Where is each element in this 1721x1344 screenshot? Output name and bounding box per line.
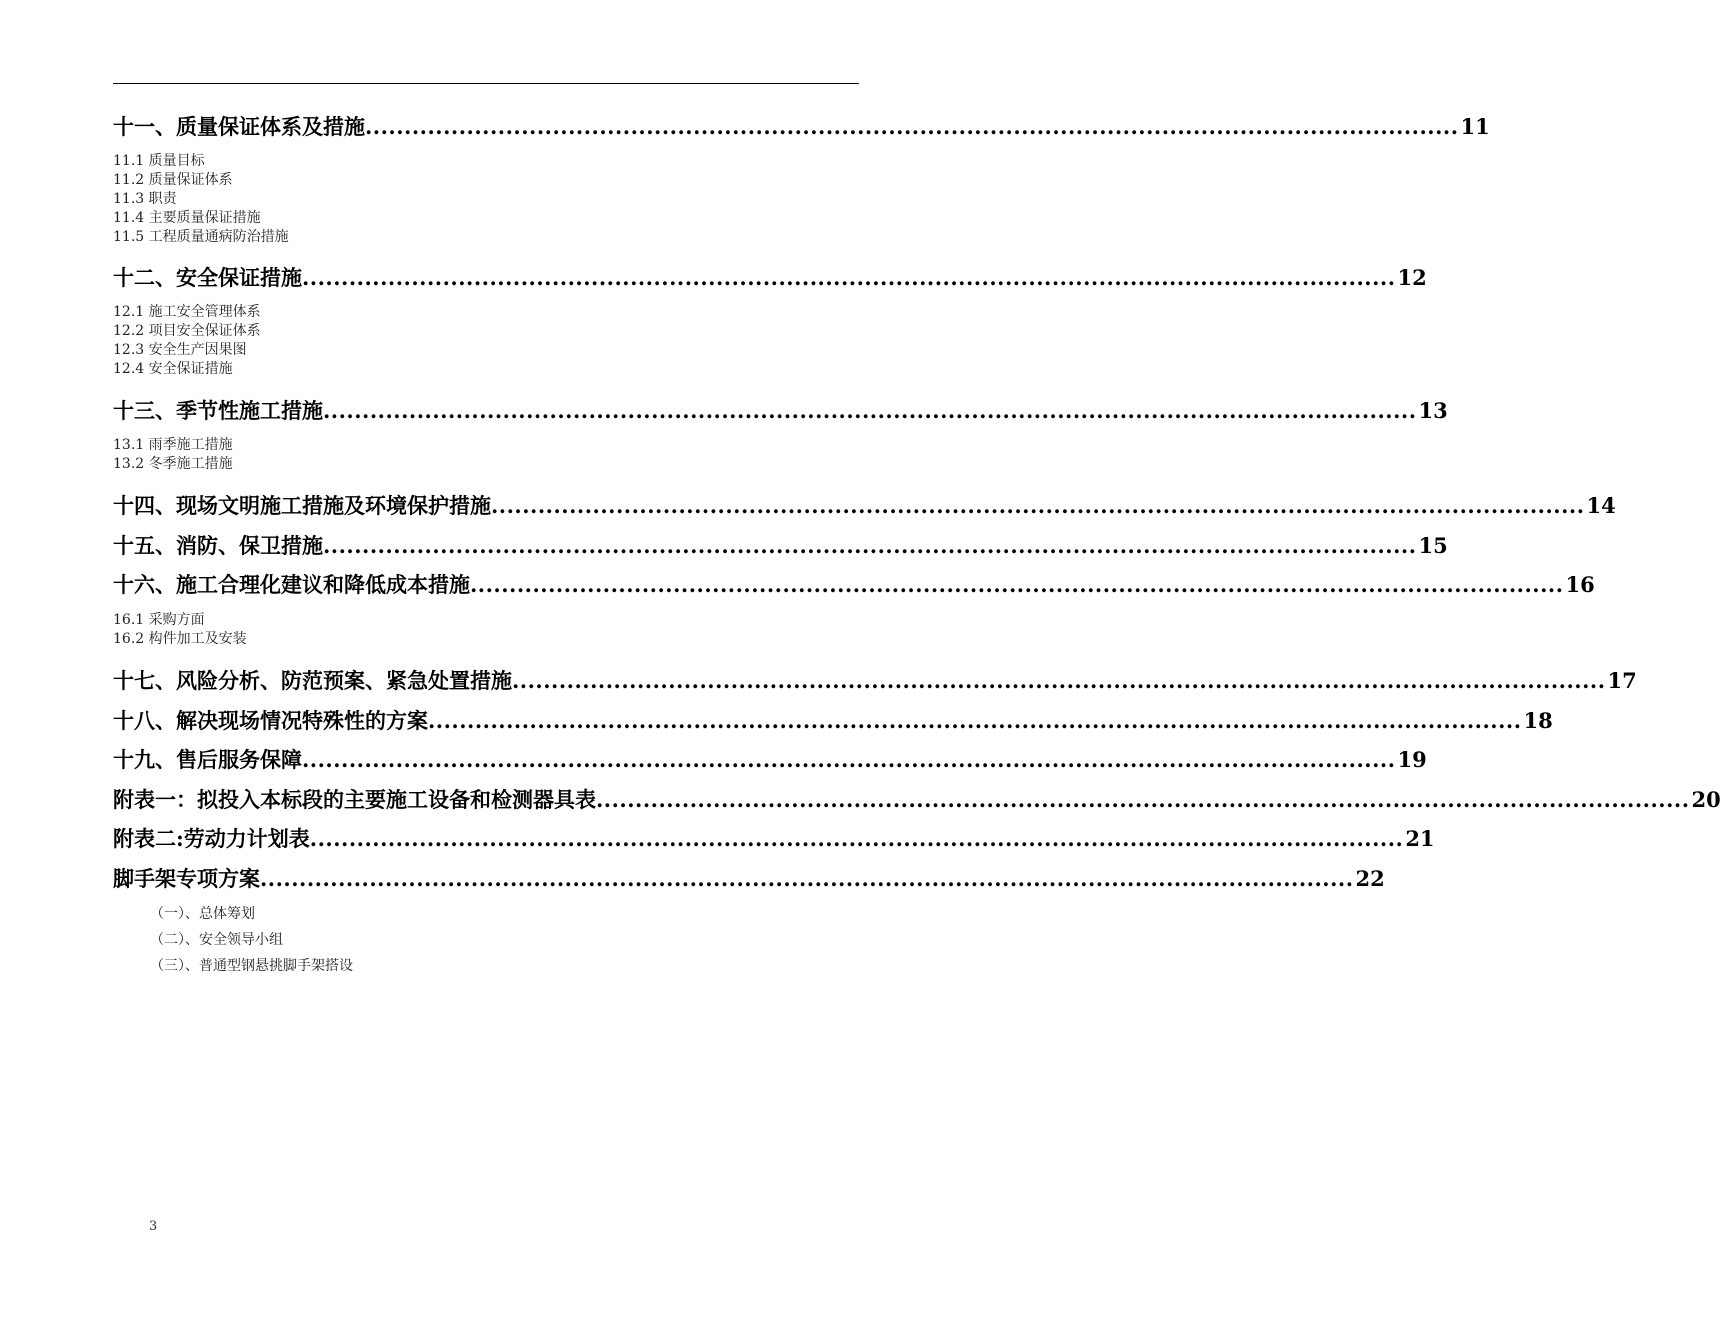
toc-sub-entry[interactable]: 13.2 冬季施工措施	[113, 456, 233, 472]
toc-sub-entry[interactable]: （一）、总体筹划	[150, 906, 255, 922]
toc-entry-appendix-1[interactable]	[113, 787, 1721, 813]
toc-entry-page: 22	[1355, 866, 1385, 891]
toc-entry-title: 十六、施工合理化建议和降低成本措施	[113, 572, 470, 597]
toc-entry-page: 11	[1460, 114, 1490, 139]
toc-leader-dots: ............................................................................................................................................	[428, 708, 1522, 733]
toc-entry-18[interactable]	[113, 708, 1553, 734]
toc-entry-title: 十三、季节性施工措施	[113, 398, 323, 423]
toc-entry-title: 十五、消防、保卫措施	[113, 533, 323, 558]
toc-leader-dots: ............................................................................................................................................	[470, 572, 1564, 597]
toc-entry-title: 附表一：拟投入本标段的主要施工设备和检测器具表	[113, 787, 596, 812]
toc-entry-page: 20	[1691, 787, 1721, 812]
toc-sub-entry[interactable]: 12.1 施工安全管理体系	[113, 304, 261, 320]
toc-entry-page: 12	[1397, 265, 1427, 290]
header-rule	[113, 83, 859, 84]
toc-leader-dots: ............................................................................................................................................	[491, 493, 1585, 518]
toc-sub-entry[interactable]: 12.3 安全生产因果图	[113, 342, 247, 358]
toc-leader-dots: ............................................................................................................................................	[512, 668, 1606, 693]
toc-entry-title: 十一、质量保证体系及措施	[113, 114, 365, 139]
toc-sub-entry[interactable]: 11.2 质量保证体系	[113, 172, 233, 188]
toc-entry-17[interactable]	[113, 668, 1637, 694]
toc-entry-16[interactable]	[113, 572, 1595, 598]
toc-sub-entry[interactable]: 16.1 采购方面	[113, 612, 205, 628]
toc-entry-page: 19	[1397, 747, 1427, 772]
toc-entry-page: 14	[1586, 493, 1616, 518]
toc-leader-dots: ............................................................................................................................................	[365, 114, 1459, 139]
toc-sub-entry[interactable]: 11.4 主要质量保证措施	[113, 210, 261, 226]
toc-entry-title: 十九、售后服务保障	[113, 747, 302, 772]
toc-entry-page: 17	[1607, 668, 1637, 693]
toc-leader-dots: ............................................................................................................................................	[302, 265, 1396, 290]
toc-sub-entry[interactable]: （三）、普通型钢悬挑脚手架搭设	[150, 958, 353, 974]
toc-sub-entry[interactable]: 12.2 项目安全保证体系	[113, 323, 261, 339]
toc-leader-dots: ............................................................................................................................................	[323, 398, 1417, 423]
toc-entry-appendix-2[interactable]	[113, 826, 1435, 852]
toc-entry-page: 18	[1523, 708, 1553, 733]
toc-sub-entry[interactable]: 11.3 职责	[113, 191, 177, 207]
toc-entry-14[interactable]	[113, 493, 1616, 519]
page-number: 3	[149, 1219, 158, 1234]
toc-entry-page: 16	[1565, 572, 1595, 597]
toc-entry-title: 脚手架专项方案	[113, 866, 260, 891]
toc-entry-title: 十八、解决现场情况特殊性的方案	[113, 708, 428, 733]
toc-leader-dots: ............................................................................................................................................	[260, 866, 1354, 891]
toc-leader-dots: ............................................................................................................................................	[302, 747, 1396, 772]
toc-entry-scaffold[interactable]	[113, 866, 1385, 892]
toc-leader-dots: ............................................................................................................................................	[596, 787, 1690, 812]
toc-entry-15[interactable]	[113, 533, 1448, 559]
toc-sub-entry[interactable]: 13.1 雨季施工措施	[113, 437, 233, 453]
toc-sub-entry[interactable]: （二）、安全领导小组	[150, 932, 283, 948]
toc-entry-title: 附表二:劳动力计划表	[113, 826, 310, 851]
toc-entry-title: 十四、现场文明施工措施及环境保护措施	[113, 493, 491, 518]
toc-entry-page: 13	[1418, 398, 1448, 423]
toc-entry-13[interactable]	[113, 398, 1448, 424]
toc-entry-11[interactable]	[113, 114, 1490, 140]
toc-entry-title: 十二、安全保证措施	[113, 265, 302, 290]
toc-entry-19[interactable]	[113, 747, 1427, 773]
toc-sub-entry[interactable]: 12.4 安全保证措施	[113, 361, 233, 377]
toc-sub-entry[interactable]: 11.5 工程质量通病防治措施	[113, 229, 289, 245]
toc-entry-title: 十七、风险分析、防范预案、紧急处置措施	[113, 668, 512, 693]
toc-entry-12[interactable]	[113, 265, 1427, 291]
toc-sub-entry[interactable]: 11.1 质量目标	[113, 153, 205, 169]
toc-entry-page: 15	[1418, 533, 1448, 558]
toc-leader-dots: ............................................................................................................................................	[323, 533, 1417, 558]
toc-entry-page: 21	[1405, 826, 1435, 851]
toc-sub-entry[interactable]: 16.2 构件加工及安装	[113, 631, 247, 647]
toc-leader-dots: ............................................................................................................................................	[309, 826, 1404, 851]
